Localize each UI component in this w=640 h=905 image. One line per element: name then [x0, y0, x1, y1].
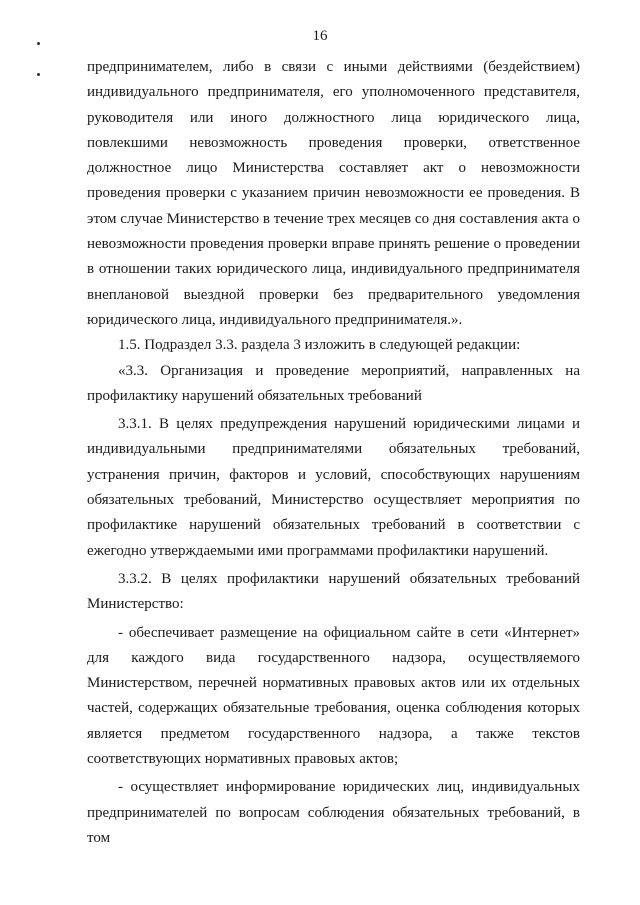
scan-speck — [37, 73, 40, 76]
page-number: 16 — [312, 28, 328, 44]
paragraph-continuation: предпринимателем, либо в связи с иными действиями (бездействием) индивидуального предпринимателя, его уполномоченного представителя, руководителя или иного должностного лица юридического лица, повлекшими невозможность проведения проверки, ответственное должностное лицо Министерства составляет акт о невозможности проведения проверки с указанием причин невозможности ее проведения. В этом случае Министерство в течение трех месяцев со дня составления акта о невозможности проведения проверки вправе принять решение о проведении в отношении таких юридического лица, индивидуального предпринимателя внеплановой выездной проверки без предварительного уведомления юридического лица, индивидуального предпринимателя.». — [87, 59, 580, 328]
list-item-informing: - осуществляет информирование юридических лиц, индивидуальных предпринимателей по вопросам соблюдения обязательных требований, в том — [87, 779, 580, 846]
paragraph-subsection-3-3-title: «3.3. Организация и проведение мероприятий, направленных на профилактику нарушений обязательных требований — [87, 362, 580, 404]
document-body — [87, 55, 580, 851]
paragraph-amendment-1-5: 1.5. Подраздел 3.3. раздела 3 изложить в следующей редакции: — [118, 337, 521, 354]
list-item-website-publication: - обеспечивает размещение на официальном сайте в сети «Интернет» для каждого вида государственного надзора, осуществляемого Министерством, перечней нормативных правовых актов или их отдельных частей, содержащих обязательные требования, оценка соблюдения которых является предметом государственного надзора, а также текстов соответствующих нормативных правовых актов; — [87, 624, 580, 768]
paragraph-3-3-1: 3.3.1. В целях предупреждения нарушений юридическими лицами и индивидуальными предпринимателями обязательных требований, устранения причин, факторов и условий, способствующих нарушениям обязательных требований, Министерство осуществляет мероприятия по профилактике нарушений обязательных требований в соответствии с ежегодно утверждаемыми ими программами профилактики нарушений. — [87, 416, 580, 559]
paragraph-3-3-2: 3.3.2. В целях профилактики нарушений обязательных требований Министерство: — [87, 570, 580, 613]
